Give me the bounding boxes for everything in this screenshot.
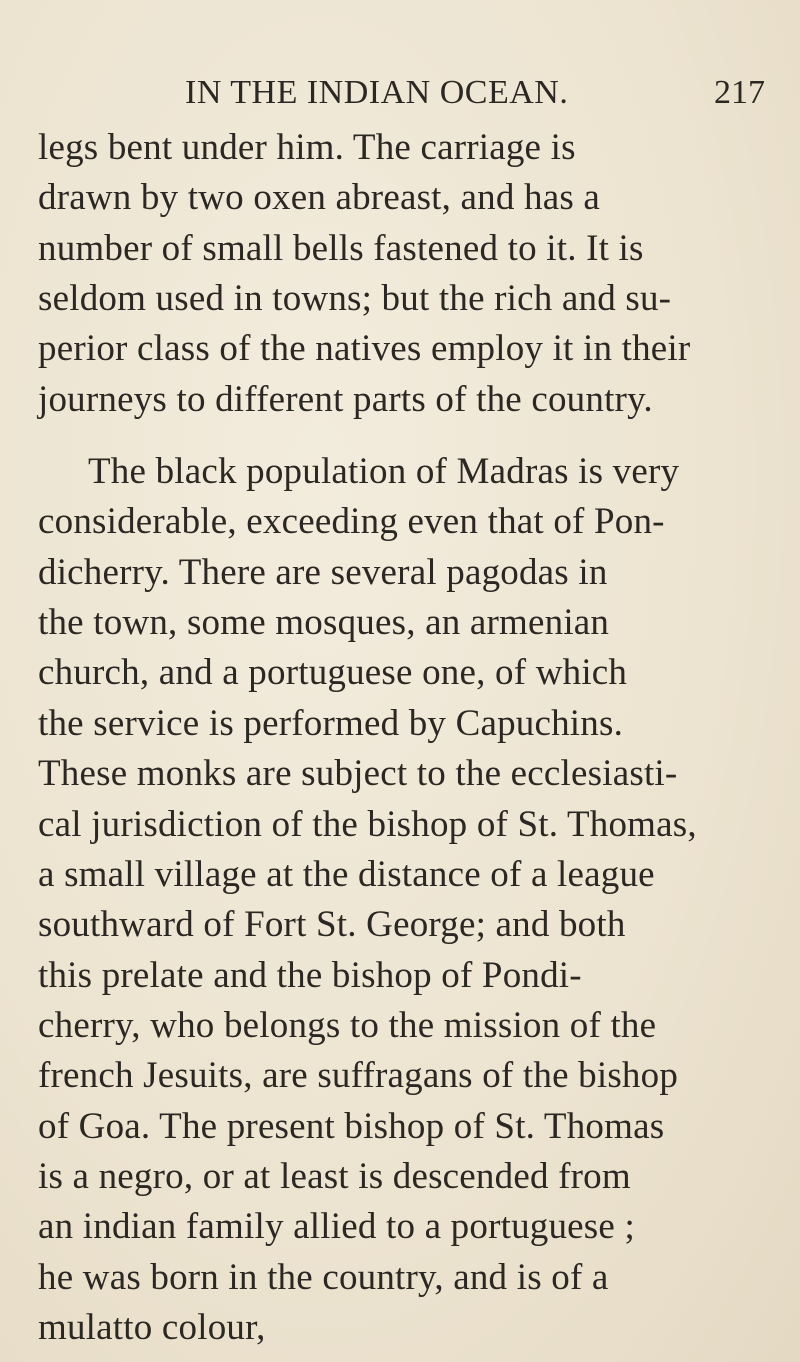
- text-line: considerable, exceeding even that of Pon-: [38, 501, 665, 542]
- text-line: journeys to different parts of the country.: [38, 379, 653, 420]
- text-line: is a negro, or at least is descended from: [38, 1156, 631, 1197]
- text-line: this prelate and the bishop of Pondi-: [38, 955, 582, 996]
- text-line: These monks are subject to the ecclesiasti-: [38, 753, 678, 794]
- text-line: cherry, who belongs to the mission of the: [38, 1005, 657, 1046]
- running-title: IN THE INDIAN OCEAN.: [185, 74, 569, 111]
- text-line: church, and a portuguese one, of which: [38, 652, 628, 693]
- text-line: dicherry. There are several pagodas in: [38, 552, 608, 593]
- text-line: the town, some mosques, an armenian: [38, 602, 610, 643]
- text-line: cal jurisdiction of the bishop of St. Thomas,: [38, 804, 697, 845]
- text-line: The black population of Madras is very: [88, 451, 680, 492]
- text-line: drawn by two oxen abreast, and has a: [38, 177, 601, 218]
- text-line: a small village at the distance of a league: [38, 854, 655, 895]
- text-line: the service is performed by Capuchins.: [38, 703, 624, 744]
- text-line: he was born in the country, and is of a: [38, 1257, 609, 1298]
- text-line: southward of Fort St. George; and both: [38, 904, 626, 945]
- text-line: legs bent under him. The carriage is: [38, 127, 576, 168]
- text-line: perior class of the natives employ it in their: [38, 328, 691, 369]
- page-number: 217: [714, 74, 765, 111]
- running-head: [175, 74, 765, 118]
- text-line: an indian family allied to a portuguese ;: [38, 1206, 635, 1247]
- text-line: number of small bells fastened to it. It is: [38, 228, 644, 269]
- text-line: seldom used in towns; but the rich and su-: [38, 278, 672, 319]
- text-line: of Goa. The present bishop of St. Thomas: [38, 1106, 665, 1147]
- text-line: mulatto colour,: [38, 1307, 266, 1348]
- text-line: french Jesuits, are suffragans of the bishop: [38, 1055, 679, 1096]
